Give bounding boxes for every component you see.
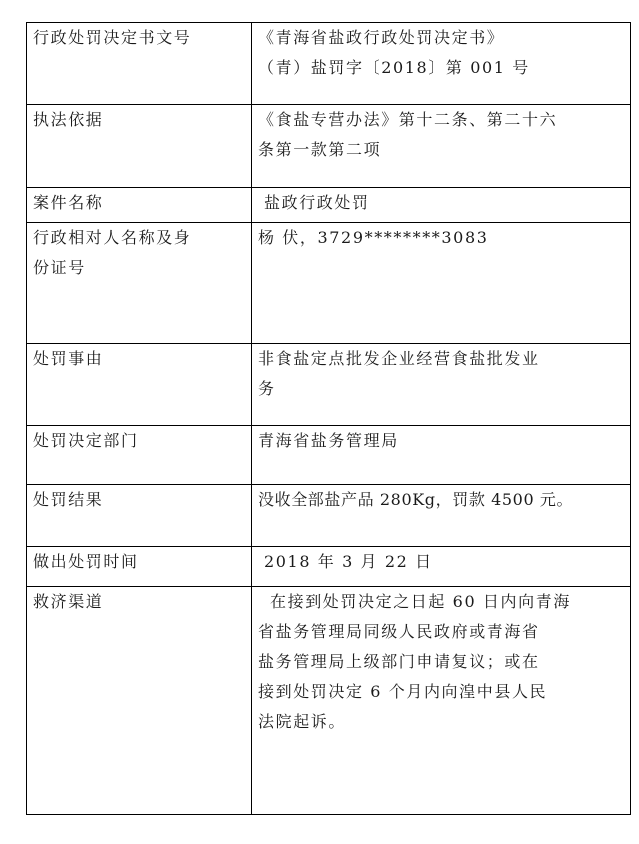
- label-cell: [27, 23, 252, 105]
- label-line: 案件名称: [33, 193, 104, 212]
- label-cell: [27, 426, 252, 485]
- label-line: 行政相对人名称及身: [33, 228, 192, 247]
- table-row-department: [27, 426, 631, 485]
- value-line: 2018 年 3 月 22 日: [264, 552, 433, 571]
- value-cell: [252, 223, 631, 344]
- label-line: 执法依据: [33, 110, 104, 129]
- value-line: 盐务管理局上级部门申请复议；或在: [258, 652, 540, 671]
- value-line: 青海省盐务管理局: [258, 431, 399, 450]
- label-cell: [27, 223, 252, 344]
- penalty-info-table: [26, 22, 631, 815]
- value-line: 盐政行政处罚: [264, 193, 370, 212]
- value-line: 在接到处罚决定之日起 60 日内向青海: [270, 592, 571, 611]
- label-cell: [27, 587, 252, 815]
- table-row-party: [27, 223, 631, 344]
- value-line: 没收全部盐产品 280Kg，罚款 4500 元。: [258, 490, 574, 509]
- value-line: （青）盐罚字〔2018〕第 001 号: [258, 58, 530, 77]
- table-row-result: [27, 485, 631, 547]
- value-cell: [252, 23, 631, 105]
- table-row-date: [27, 547, 631, 587]
- table-row-reason: [27, 344, 631, 426]
- value-line: 杨 伏，3729********3083: [258, 228, 489, 247]
- table-row-remedy: [27, 587, 631, 815]
- value-cell: [252, 344, 631, 426]
- value-line: 《食盐专营办法》第十二条、第二十六: [258, 110, 558, 129]
- value-line: 非食盐定点批发企业经营食盐批发业: [258, 349, 540, 368]
- value-cell: [252, 426, 631, 485]
- table-row-case-name: [27, 188, 631, 223]
- value-cell: [252, 547, 631, 587]
- table-row-legal-basis: [27, 105, 631, 188]
- value-cell: [252, 188, 631, 223]
- label-line: 处罚结果: [33, 490, 104, 509]
- label-cell: [27, 188, 252, 223]
- label-line: 份证号: [33, 258, 86, 277]
- value-line: 《青海省盐政行政处罚决定书》: [258, 28, 505, 47]
- value-line: 接到处罚决定 6 个月内向湟中县人民: [258, 682, 548, 701]
- value-line: 务: [258, 379, 276, 398]
- label-cell: [27, 547, 252, 587]
- value-line: 省盐务管理局同级人民政府或青海省: [258, 622, 540, 641]
- label-line: 救济渠道: [33, 592, 104, 611]
- value-cell: [252, 485, 631, 547]
- value-line: 法院起诉。: [258, 712, 347, 731]
- value-cell: [252, 105, 631, 188]
- label-cell: [27, 344, 252, 426]
- label-line: 行政处罚决定书文号: [33, 28, 192, 47]
- label-line: 处罚事由: [33, 349, 104, 368]
- label-line: 处罚决定部门: [33, 431, 139, 450]
- table-row-doc-number: [27, 23, 631, 105]
- value-cell: [252, 587, 631, 815]
- label-cell: [27, 485, 252, 547]
- label-line: 做出处罚时间: [33, 552, 139, 571]
- value-line: 条第一款第二项: [258, 140, 382, 159]
- label-cell: [27, 105, 252, 188]
